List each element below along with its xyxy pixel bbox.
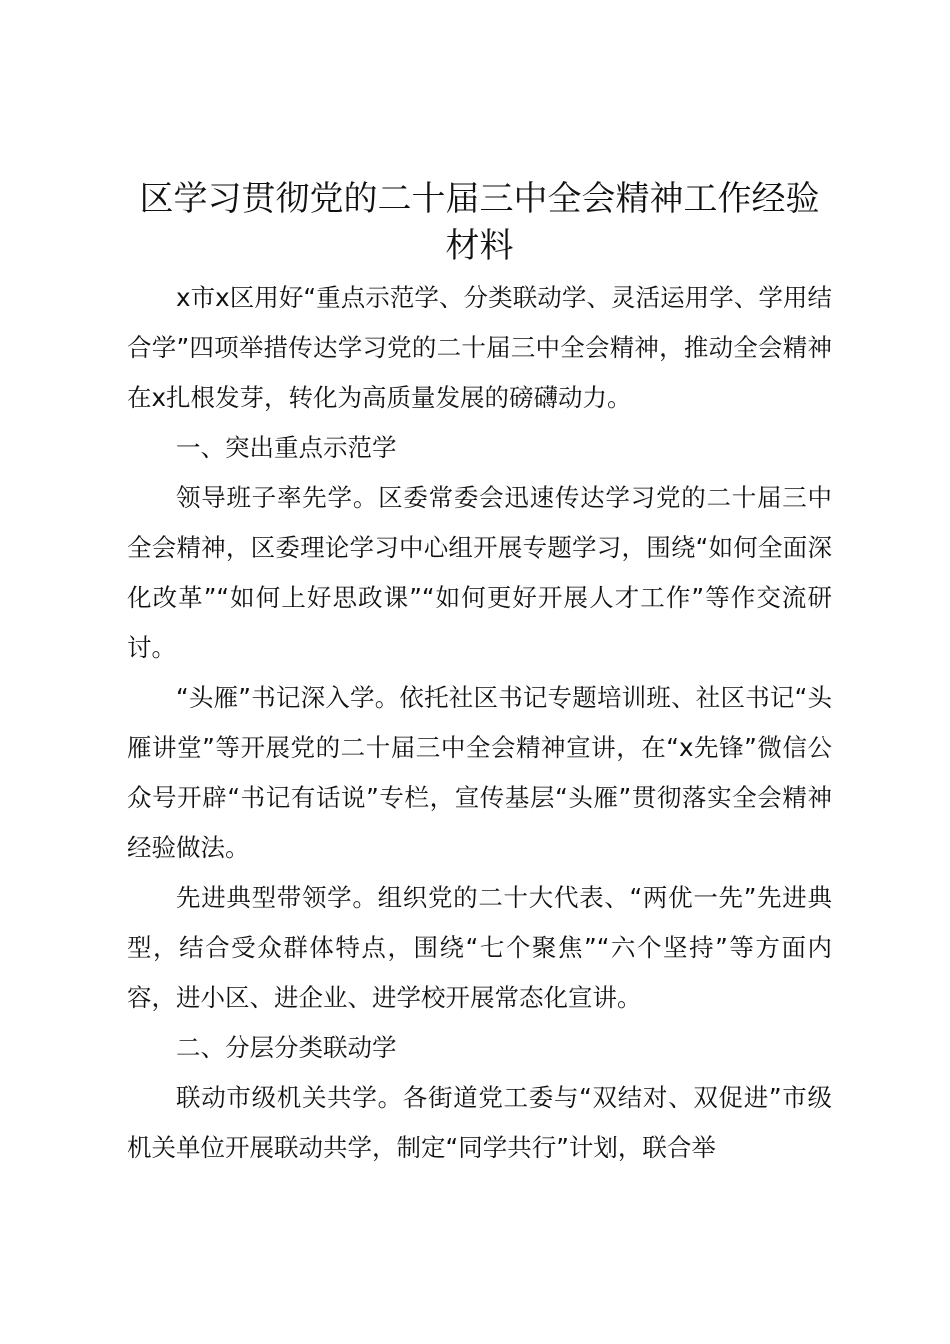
section-1-paragraph-2: “头雁”书记深入学。依托社区书记专题培训班、社区书记“头雁讲堂”等开展党的二十届三中全会精神宣讲，在“x先锋”微信公众号开辟“书记有话说”专栏，宣传基层“头雁”贯彻落实全会精神经验做法。 (127, 683, 832, 862)
document-title: 区学习贯彻党的二十届三中全会精神工作经验材料 (139, 179, 820, 266)
section-heading-1: 一、突出重点示范学 (176, 433, 397, 462)
section-heading-2: 二、分层分类联动学 (176, 1033, 397, 1062)
document-body (127, 176, 832, 1173)
section-1-paragraph-3: 先进典型带领学。组织党的二十大代表、“两优一先”先进典型，结合受众群体特点，围绕“七个聚焦”“六个坚持”等方面内容，进小区、进企业、进学校开展常态化宣讲。 (127, 883, 832, 1012)
section-2-paragraph-1: 联动市级机关共学。各街道党工委与“双结对、双促进”市级机关单位开展联动共学，制定“同学共行”计划，联合举 (127, 1083, 832, 1162)
intro-paragraph: x市x区用好“重点示范学、分类联动学、灵活运用学、学用结合学”四项举措传达学习党的二十届三中全会精神，推动全会精神在x扎根发芽，转化为高质量发展的磅礴动力。 (127, 283, 832, 412)
section-1-paragraph-1: 领导班子率先学。区委常委会迅速传达学习党的二十届三中全会精神，区委理论学习中心组开展专题学习，围绕“如何全面深化改革”“如何上好思政课”“如何更好开展人才工作”等作交流研讨。 (127, 483, 832, 662)
